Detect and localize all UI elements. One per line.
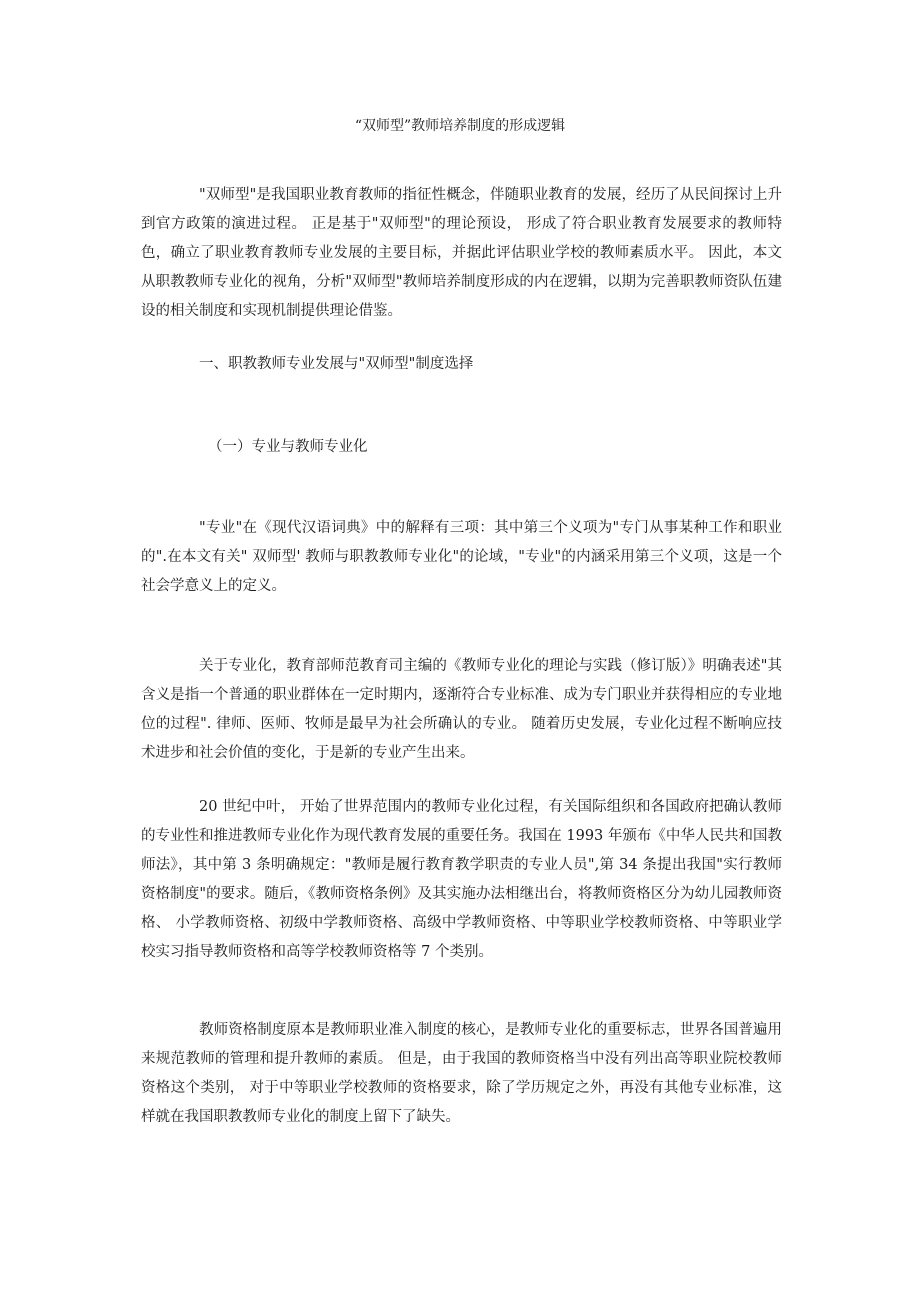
subsection-heading: （一）专业与教师专业化: [208, 439, 368, 455]
body-paragraph-2: 关于专业化，教育部师范教育司主编的《教师专业化的理论与实践（修订版）》明确表述"其含义是指一个普通的职业群体在一定时期内，逐渐符合专业标准、成为专门职业并获得相应的专业地位的过程". 律师、医师、牧师是最早为社会所确认的专业。 随着历史发展，专业化过程不断响应技术进步和社会价值的变化，于是新的专业产生出来。: [141, 658, 782, 761]
body-paragraph-3: 20 世纪中叶， 开始了世界范围内的教师专业化过程，有关国际组织和各国政府把确认教师的专业性和推进教师专业化作为现代教育发展的重要任务。我国在 1993 年颁布《中华人民共和国教师法》，其中第 3 条明确规定："教师是履行教育教学职责的专业人员",第 34 条提出我国"实行教师资格制度"的要求。随后，《教师资格条例》及其实施办法相继出台，将教师资格区分为幼儿园教师资格、 小学教师资格、初级中学教师资格、高级中学教师资格、中等职业学校教师资格、中等职业学校实习指导教师资格和高等学校教师资格等 7 个类别。: [141, 799, 782, 960]
document-title: “双师型”教师培养制度的形成逻辑: [354, 118, 566, 134]
body-paragraph-1: "专业"在《现代汉语词典》中的解释有三项：其中第三个义项为"专门从事某种工作和职业的".在本文有关" 双师型' 教师与职教教师专业化"的论域，"专业"的内涵采用第三个义项，这是一个社会学意义上的定义。: [141, 520, 782, 594]
body-paragraph-4: 教师资格制度原本是教师职业准入制度的核心，是教师专业化的重要标志，世界各国普遍用来规范教师的管理和提升教师的素质。 但是，由于我国的教师资格当中没有列出高等职业院校教师资格这个类别， 对于中等职业学校教师的资格要求，除了学历规定之外，再没有其他专业标准，这样就在我国职教教师专业化的制度上留下了缺失。: [141, 1022, 782, 1125]
intro-paragraph: "双师型"是我国职业教育教师的指征性概念，伴随职业教育的发展，经历了从民间探讨上升到官方政策的演进过程。 正是基于"双师型"的理论预设， 形成了符合职业教育发展要求的教师特色，确立了职业教育教师专业发展的主要目标，并据此评估职业学校的教师素质水平。 因此，本文从职教教师专业化的视角，分析"双师型"教师培养制度形成的内在逻辑，以期为完善职教师资队伍建设的相关制度和实现机制提供理论借鉴。: [141, 187, 782, 319]
section-heading: 一、职教教师专业发展与"双师型"制度选择: [199, 356, 474, 372]
